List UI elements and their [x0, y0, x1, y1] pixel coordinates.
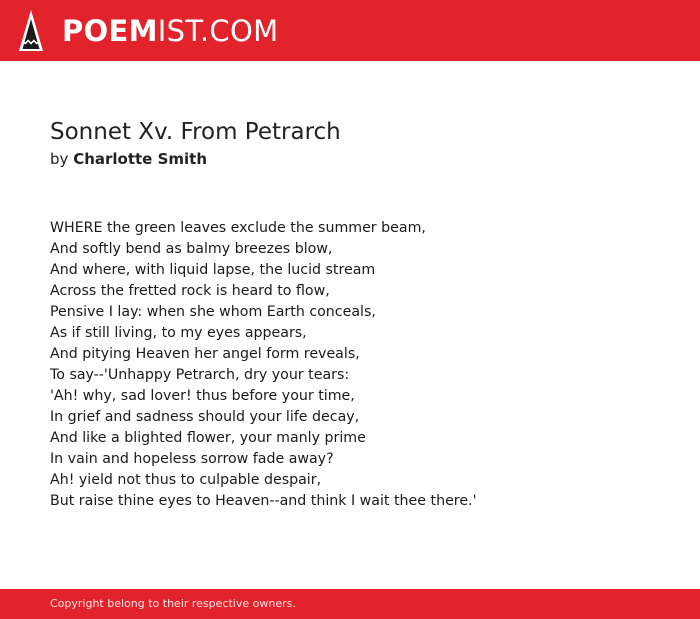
poem-line: 'Ah! why, sad lover! thus before your time,	[50, 388, 355, 404]
copyright-text: Copyright belong to their respective owners.	[50, 597, 296, 610]
poem-line: And pitying Heaven her angel form reveals,	[50, 346, 360, 362]
poem-body	[50, 218, 476, 512]
poem-title: Sonnet Xv. From Petrarch	[50, 119, 341, 145]
poem-line: And where, with liquid lapse, the lucid stream	[50, 262, 376, 278]
poem-line: As if still living, to my eyes appears,	[50, 325, 307, 341]
poem-line: To say--'Unhappy Petrarch, dry your tears:	[50, 367, 350, 383]
brand-bold: POEM	[62, 14, 158, 48]
poem-line: And softly bend as balmy breezes blow,	[50, 241, 333, 257]
poem-line: And like a blighted flower, your manly prime	[50, 430, 366, 446]
site-logo-link[interactable]	[62, 14, 278, 48]
site-footer	[0, 589, 700, 619]
pencil-tip-icon[interactable]	[19, 10, 43, 51]
poem-line: Ah! yield not thus to culpable despair,	[50, 472, 322, 488]
poem-line: In vain and hopeless sorrow fade away?	[50, 451, 334, 467]
poem-line: In grief and sadness should your life decay,	[50, 409, 360, 425]
brand-light: IST.COM	[157, 14, 279, 48]
poem-line: Pensive I lay: when she whom Earth conceals,	[50, 304, 376, 320]
poem-line: WHERE the green leaves exclude the summer beam,	[50, 220, 426, 236]
poem-line: But raise thine eyes to Heaven--and think I wait thee there.'	[50, 493, 477, 509]
poem-line: Across the fretted rock is heard to flow,	[50, 283, 330, 299]
by-prefix: by	[50, 150, 69, 168]
site-header	[0, 0, 700, 61]
author-name: Charlotte Smith	[73, 150, 208, 168]
byline	[50, 149, 207, 169]
